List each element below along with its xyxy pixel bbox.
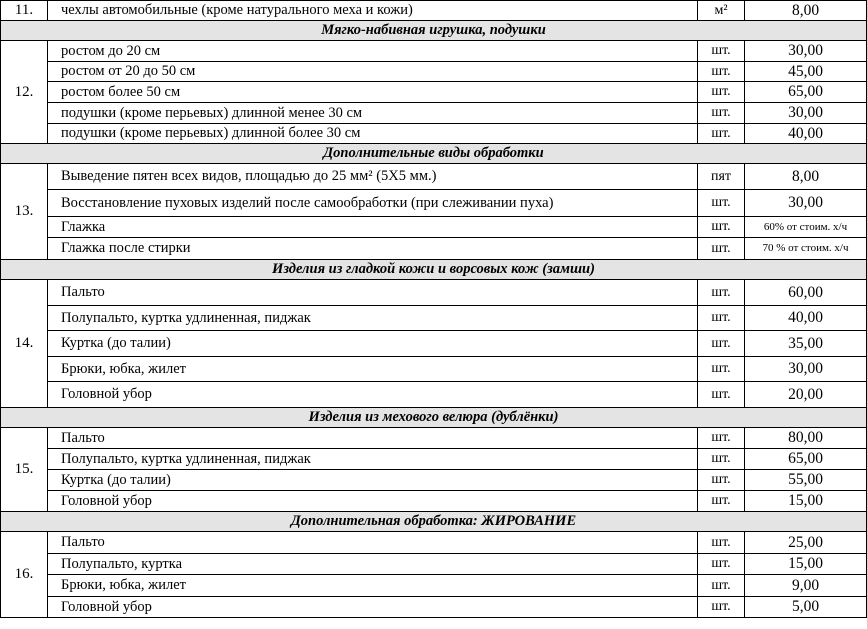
section-title: Мягко-набивная игрушка, подушки [1,21,867,41]
item-price: 30,00 [745,357,867,382]
item-unit: шт. [698,491,745,512]
table-row [1,449,867,470]
item-price: 15,00 [745,554,867,575]
table-row [1,280,867,306]
item-name: Пальто [48,280,698,306]
item-unit: шт. [698,532,745,554]
item-name: Глажка [48,217,698,238]
item-price: 30,00 [745,190,867,217]
item-name: Пальто [48,532,698,554]
item-number: 13. [1,164,48,260]
item-name: Полупальто, куртка удлиненная, пиджак [48,449,698,470]
item-number: 11. [1,1,48,21]
item-price: 80,00 [745,428,867,449]
item-price: 30,00 [745,41,867,62]
item-name: чехлы автомобильные (кроме натурального меха и кожи) [48,1,698,21]
item-unit: м² [698,1,745,21]
table-row [1,306,867,331]
item-unit: шт. [698,103,745,124]
item-name: Глажка после стирки [48,238,698,260]
table-row [1,1,867,21]
item-unit: шт. [698,470,745,491]
item-name: Куртка (до талии) [48,470,698,491]
item-unit: шт. [698,597,745,618]
item-unit: шт. [698,238,745,260]
item-price: 35,00 [745,331,867,357]
item-price: 8,00 [745,164,867,190]
item-price: 9,00 [745,575,867,597]
item-price: 5,00 [745,597,867,618]
section-header-row [1,21,867,41]
item-name: Выведение пятен всех видов, площадью до 25 мм² (5Х5 мм.) [48,164,698,190]
item-unit: шт. [698,190,745,217]
item-unit: шт. [698,62,745,82]
item-price: 65,00 [745,449,867,470]
item-unit: шт. [698,449,745,470]
item-price: 40,00 [745,306,867,331]
section-header-row [1,144,867,164]
item-unit: шт. [698,217,745,238]
item-number: 12. [1,41,48,144]
item-unit: шт. [698,575,745,597]
item-name: ростом от 20 до 50 см [48,62,698,82]
table-row [1,554,867,575]
table-row [1,82,867,103]
item-name: подушки (кроме перьевых) длинной более 30 см [48,124,698,144]
table-row [1,217,867,238]
table-row [1,357,867,382]
section-title: Изделия из гладкой кожи и ворсовых кож (замши) [1,260,867,280]
item-unit: пят [698,164,745,190]
table-row [1,103,867,124]
item-name: Восстановление пуховых изделий после самообработки (при слеживании пуха) [48,190,698,217]
item-number: 15. [1,428,48,512]
item-price: 40,00 [745,124,867,144]
item-name: Полупальто, куртка [48,554,698,575]
item-unit: шт. [698,357,745,382]
section-header-row [1,408,867,428]
table-row [1,382,867,408]
item-unit: шт. [698,382,745,408]
item-unit: шт. [698,124,745,144]
table-row [1,597,867,618]
item-unit: шт. [698,428,745,449]
item-price: 15,00 [745,491,867,512]
table-row [1,532,867,554]
item-price: 55,00 [745,470,867,491]
section-header-row [1,260,867,280]
table-row [1,575,867,597]
item-price: 60,00 [745,280,867,306]
item-unit: шт. [698,554,745,575]
price-table-body [1,1,867,618]
item-name: ростом более 50 см [48,82,698,103]
item-price: 25,00 [745,532,867,554]
item-price: 20,00 [745,382,867,408]
table-row [1,62,867,82]
table-row [1,428,867,449]
item-name: подушки (кроме перьевых) длинной менее 30 см [48,103,698,124]
table-row [1,41,867,62]
item-name: Куртка (до талии) [48,331,698,357]
table-row [1,124,867,144]
item-unit: шт. [698,41,745,62]
section-title: Дополнительные виды обработки [1,144,867,164]
item-price: 60% от стоим. х/ч [745,217,867,238]
table-row [1,331,867,357]
item-price: 70 % от стоим. х/ч [745,238,867,260]
item-price: 65,00 [745,82,867,103]
item-price: 8,00 [745,1,867,21]
table-row [1,238,867,260]
table-row [1,470,867,491]
item-unit: шт. [698,306,745,331]
item-unit: шт. [698,280,745,306]
section-title: Дополнительная обработка: ЖИРОВАНИЕ [1,512,867,532]
table-row [1,190,867,217]
item-name: Пальто [48,428,698,449]
item-name: Брюки, юбка, жилет [48,357,698,382]
item-unit: шт. [698,331,745,357]
item-name: Головной убор [48,382,698,408]
section-header-row [1,512,867,532]
table-row [1,164,867,190]
item-name: Полупальто, куртка удлиненная, пиджак [48,306,698,331]
item-unit: шт. [698,82,745,103]
item-number: 14. [1,280,48,408]
section-title: Изделия из мехового велюра (дублёнки) [1,408,867,428]
item-price: 30,00 [745,103,867,124]
item-number: 16. [1,532,48,618]
item-name: Головной убор [48,491,698,512]
item-price: 45,00 [745,62,867,82]
table-row [1,491,867,512]
item-name: ростом до 20 см [48,41,698,62]
item-name: Брюки, юбка, жилет [48,575,698,597]
item-name: Головной убор [48,597,698,618]
